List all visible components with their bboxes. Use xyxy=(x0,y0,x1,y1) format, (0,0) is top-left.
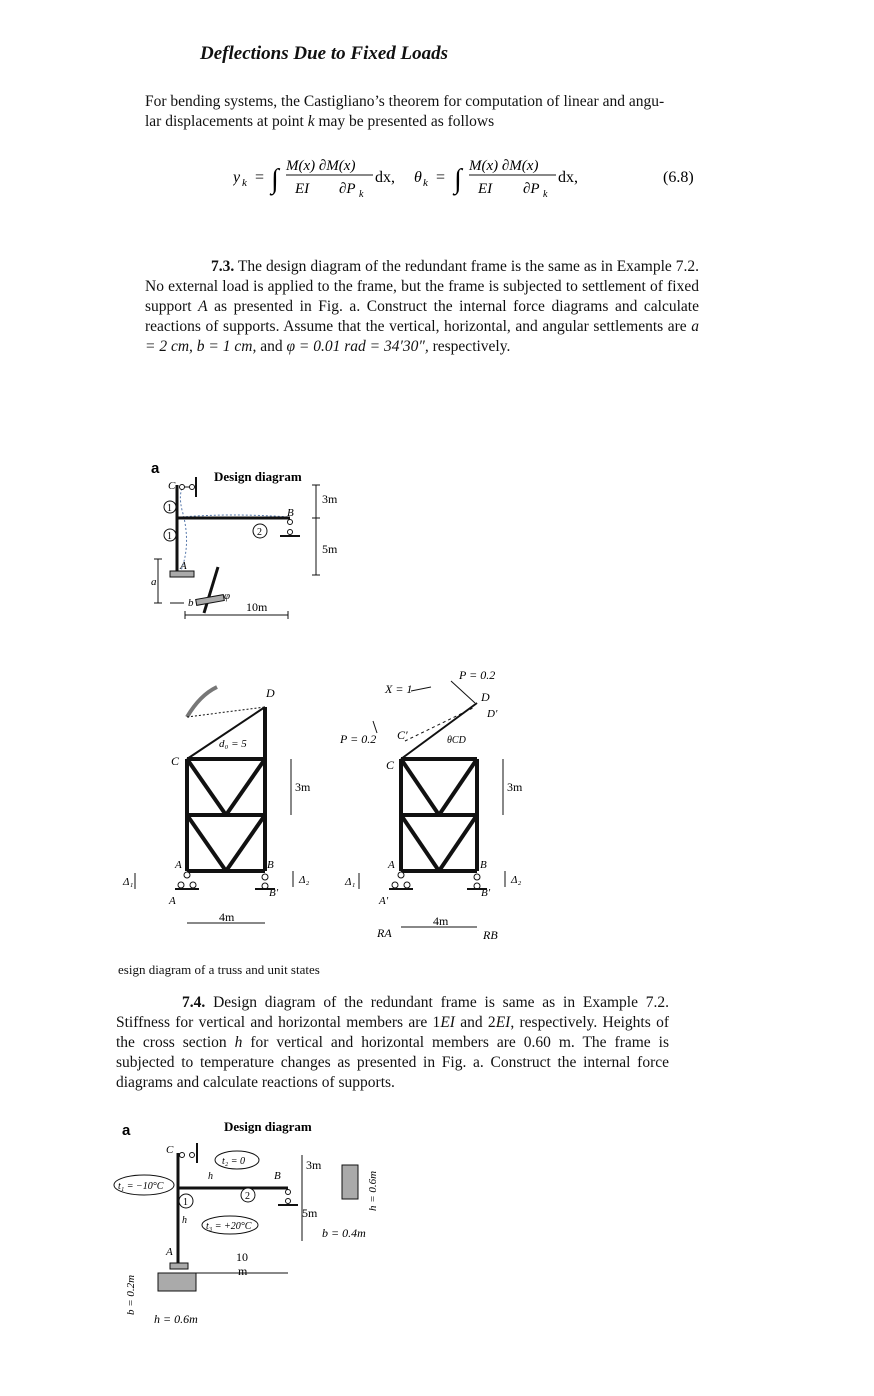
p73-line5-pre: settlements are xyxy=(593,318,692,335)
problem-7-4-number: 7.4. xyxy=(182,994,206,1011)
fig3-hx: h = 0.6m xyxy=(367,1170,379,1211)
fig3-dim-m: m xyxy=(238,1264,248,1278)
truss-right-label-c2: C′ xyxy=(397,728,408,742)
fig1-dim-10m: 10m xyxy=(246,600,268,614)
fig3-title: Design diagram xyxy=(224,1119,312,1134)
p74-line2-post: , respectively. Heights xyxy=(510,1014,651,1031)
truss-right-delta2: Δ₂ xyxy=(511,874,522,886)
fig3-dim-10: 10 xyxy=(236,1250,248,1264)
p74-line3-post: for vertical and horizontal members are 0.60 m. The frame is xyxy=(242,1034,669,1051)
fig3-label-b: B xyxy=(274,1170,281,1182)
truss-left-arc xyxy=(187,687,217,717)
p73-b-eq: b = 1 cm, xyxy=(196,338,261,355)
problem-7-3 xyxy=(145,257,699,357)
fig1-dim-3m: 3m xyxy=(322,492,338,506)
truss-left-diag3 xyxy=(187,815,226,871)
eq-sub-k4: k xyxy=(543,189,548,200)
p73-phi-eq: φ = 0.01 rad = 34′30″, xyxy=(286,338,429,355)
truss-right-support-a2 xyxy=(392,882,398,888)
p74-ei2: EI xyxy=(495,1014,511,1031)
truss-left-support-a2 xyxy=(178,882,184,888)
truss-right-label-a2: A′ xyxy=(379,895,389,907)
truss-right-label-theta: θCD xyxy=(447,735,466,746)
fig3-h2: h xyxy=(182,1215,187,1226)
truss-right-label-ra: RA xyxy=(377,926,392,940)
truss-right-label-p-top: P = 0.2 xyxy=(459,668,496,682)
fig1-member-2-label: 2 xyxy=(257,527,262,538)
eq-den-dp1: ∂P xyxy=(339,181,356,197)
p73-line3-mid: as presented in Fig. a. Construct the internal force diagrams xyxy=(207,298,609,315)
fig3-column-section xyxy=(158,1273,196,1291)
p73-line5-post: respectively. xyxy=(428,338,511,355)
truss-left-diag2 xyxy=(226,759,265,815)
p73-and: and xyxy=(260,338,287,355)
problem-7-4 xyxy=(116,993,669,1093)
fig3-fixed-a xyxy=(170,1263,188,1269)
fig1-member-1-top-label: 1 xyxy=(167,503,172,514)
fig3-t3: t₃ = +20°C xyxy=(206,1221,252,1232)
fig1-hinge-b2 xyxy=(288,530,293,535)
p74-line2-mid: and 2 xyxy=(454,1014,496,1031)
truss-right-label-b2: B′ xyxy=(481,887,491,899)
truss-left-label-d: D xyxy=(266,686,275,700)
truss-right-label-b: B xyxy=(480,859,487,871)
truss-left-delta1: Δ₁ xyxy=(123,876,134,888)
eq-den-dp2: ∂P xyxy=(523,181,540,197)
truss-left-label-c: C xyxy=(171,754,180,768)
truss-right-p-arrow xyxy=(451,681,475,703)
truss-right-label-rb: RB xyxy=(483,928,498,942)
intro-line1: For bending systems, the Castigliano’s theorem for computation of linear and angu- xyxy=(145,93,665,110)
eq-sub-k3: k xyxy=(423,177,428,189)
fig3-dim-5m: 5m xyxy=(302,1206,318,1220)
p73-line2: 7.2. No external load is applied to the frame, but the frame is subjected to settlement xyxy=(145,258,699,295)
p73-A: A xyxy=(198,298,208,315)
truss-right-top-member xyxy=(401,703,477,759)
fig3-hinge-c2 xyxy=(190,1153,195,1158)
truss-right-delta1: Δ₁ xyxy=(345,876,356,888)
truss-right-diag4 xyxy=(439,815,477,871)
eq-dx1: dx, xyxy=(375,169,395,186)
fig1-dim-5m: 5m xyxy=(322,542,338,556)
p74-ei1: EI xyxy=(440,1014,455,1031)
eq-theta: θ xyxy=(414,169,422,186)
truss-right-support-b xyxy=(474,874,480,880)
fig3-member-1-label: 1 xyxy=(183,1197,188,1208)
truss-right-label-d2: D′ xyxy=(487,708,498,720)
eq-sub-k1: k xyxy=(242,177,247,189)
truss-right-dim-4m: 4m xyxy=(433,914,449,928)
truss-right-label-x: X = 1 xyxy=(385,682,413,696)
fig1-label-a: A xyxy=(180,560,187,572)
p73-line4: and calculate reactions of supports. Assume that the vertical, horizontal, and angular xyxy=(145,298,699,335)
fig3-hinge-b2 xyxy=(286,1199,291,1204)
truss-left-diag1 xyxy=(187,759,226,815)
truss-left-dim-4m: 4m xyxy=(219,910,235,924)
p73-line1: The design diagram of the redundant frame is the same as in Example xyxy=(237,258,672,275)
eq-dx2: dx, xyxy=(558,169,578,186)
fig3-member-2-label: 2 xyxy=(245,1191,250,1202)
fig1-panel-label: a xyxy=(151,460,160,477)
truss-right-support-a3 xyxy=(404,882,410,888)
truss-left-support-b xyxy=(262,874,268,880)
p73-a-eq: a = 2 cm, xyxy=(145,318,700,355)
truss-left-label-a2: A xyxy=(169,895,176,907)
fig3-label-a: A xyxy=(166,1246,173,1258)
truss-left xyxy=(122,686,311,924)
truss-left-support-a xyxy=(184,872,190,878)
truss-right-diag2 xyxy=(439,759,477,815)
eq-integral2: ∫ xyxy=(454,164,462,195)
truss-left-label-a: A xyxy=(175,859,182,871)
eq-sub-k2: k xyxy=(359,189,364,200)
p73-line3-pre: of fixed support xyxy=(145,278,699,315)
eq-equals2: = xyxy=(436,169,446,186)
truss-left-label-d0: d₀ = 5 xyxy=(219,738,247,750)
eq-integral1: ∫ xyxy=(271,164,279,195)
fig3-beam-section xyxy=(342,1165,358,1199)
figure-frame-temperature xyxy=(112,1115,412,1340)
truss-left-label-b: B xyxy=(267,859,274,871)
fig3-bv: b = 0.2m xyxy=(125,1274,137,1315)
section-heading: Deflections Due to Fixed Loads xyxy=(200,43,449,64)
fig1-label-phi: φ xyxy=(224,590,231,602)
figure-truss-unit-states xyxy=(115,665,555,950)
fig1-hinge-b xyxy=(288,520,293,525)
figure-frame-settlement xyxy=(140,455,370,630)
p74-line5: force diagrams and calculate reactions of supports. xyxy=(116,1054,669,1091)
fig3-bx: b = 0.4m xyxy=(322,1226,366,1240)
fig1-title: Design diagram xyxy=(214,469,302,484)
fig3-t2: t₂ = 0 xyxy=(222,1156,246,1167)
fig1-label-c: C xyxy=(168,480,176,492)
p74-line3-pre: of the cross section xyxy=(116,1014,670,1051)
fig3-panel-label: a xyxy=(122,1122,131,1139)
truss-right-label-a: A xyxy=(388,859,395,871)
figure-caption: esign diagram of a truss and unit states xyxy=(118,962,320,977)
intro-paragraph xyxy=(145,92,699,132)
truss-left-d0 xyxy=(187,707,265,759)
fig3-label-c: C xyxy=(166,1144,174,1156)
intro-line2-pre: lar displacements at point xyxy=(145,113,308,130)
equation-6-8 xyxy=(233,150,699,202)
truss-right-dim-3m: 3m xyxy=(507,780,523,794)
truss-left-diag4 xyxy=(226,815,265,871)
intro-line2-post: may be presented as follows xyxy=(314,113,495,130)
fig1-label-b: B xyxy=(287,507,294,519)
truss-right-support-a xyxy=(398,872,404,878)
eq-num2: M(x) ∂M(x) xyxy=(469,158,539,174)
fig3-hh: h = 0.6m xyxy=(154,1312,198,1326)
eq-den-ei2: EI xyxy=(478,181,493,197)
truss-right xyxy=(339,668,523,942)
fig3-hinge-c xyxy=(180,1153,185,1158)
truss-right-diag1 xyxy=(401,759,439,815)
p74-line4: subjected to temperature changes as presented in Fig. a. Construct the internal xyxy=(116,1054,631,1071)
truss-right-diag3 xyxy=(401,815,439,871)
truss-right-x-arrow xyxy=(411,687,431,691)
eq-den-ei1: EI xyxy=(295,181,310,197)
truss-left-delta2: Δ₂ xyxy=(299,874,310,886)
fig3-t1: t₁ = −10°C xyxy=(118,1181,164,1192)
fig3-h1: h xyxy=(208,1171,213,1182)
eq-equals1: = xyxy=(255,169,265,186)
fig1-member-1-bot-label: 1 xyxy=(167,531,172,542)
p74-h: h xyxy=(234,1034,243,1051)
p74-line1: Design diagram of the redundant frame is same as in Example 7.2. xyxy=(213,994,670,1011)
truss-right-label-p-left: P = 0.2 xyxy=(340,732,377,746)
fig1-label-settle-b: b xyxy=(188,597,194,609)
truss-left-support-a3 xyxy=(190,882,196,888)
fig3-dim-3m: 3m xyxy=(306,1158,322,1172)
fig1-label-settle-a: a xyxy=(151,576,157,588)
intro-k: k xyxy=(307,113,315,130)
truss-left-dim-3m: 3m xyxy=(295,780,311,794)
problem-7-3-number: 7.3. xyxy=(211,258,235,275)
equation-graphic xyxy=(233,150,699,202)
truss-right-label-d: D xyxy=(481,690,490,704)
eq-y: y xyxy=(233,169,241,186)
p74-line2-pre: Stiffness for vertical and horizontal members are 1 xyxy=(116,1014,441,1031)
equation-number: (6.8) xyxy=(663,169,694,186)
fig1-hinge-c2 xyxy=(190,485,195,490)
truss-right-label-c: C xyxy=(386,758,395,772)
fig1-rotated-support xyxy=(204,567,218,613)
fig3-hinge-b xyxy=(286,1190,291,1195)
eq-num1: M(x) ∂M(x) xyxy=(286,158,356,174)
truss-left-label-b2: B′ xyxy=(269,887,279,899)
fig1-hinge-c xyxy=(180,485,185,490)
